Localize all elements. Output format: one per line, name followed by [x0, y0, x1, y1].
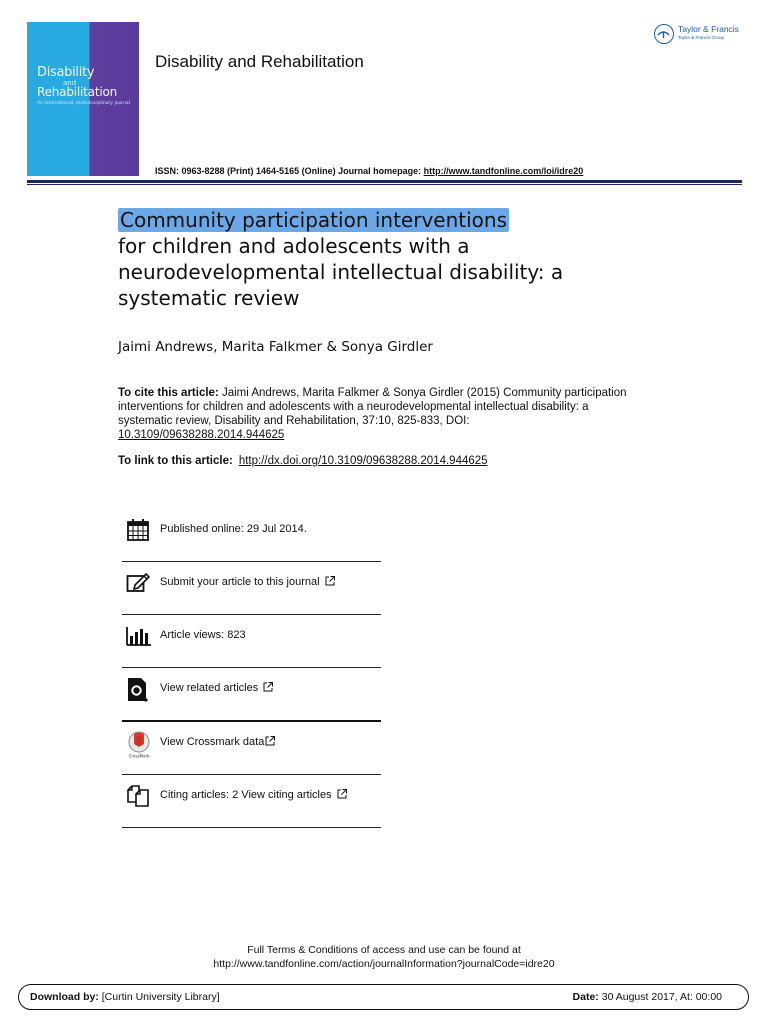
issn-text: ISSN: 0963-8288 (Print) 1464-5165 (Online) Journal homepage: — [155, 166, 424, 176]
external-link-icon — [265, 736, 275, 746]
download-info-bar — [18, 984, 749, 1010]
cover-subtitle: An international, multidisciplinary journal — [37, 101, 130, 106]
journal-name: Disability and Rehabilitation — [155, 52, 364, 71]
title-line-2: for children and adolescents with a — [118, 234, 470, 258]
info-related[interactable] — [122, 668, 381, 722]
article-link-line — [118, 455, 488, 467]
download-label: Download by: — [30, 991, 99, 1003]
header-rule-thin — [27, 184, 742, 185]
journal-homepage-link[interactable]: http://www.tandfonline.com/loi/idre20 — [423, 166, 584, 176]
date-value: 30 August 2017, At: 00:00 — [598, 991, 722, 1003]
external-link-icon — [325, 576, 335, 586]
cite-doi-link[interactable]: 10.3109/09638288.2014.944625 — [118, 429, 285, 441]
terms-url[interactable]: http://www.tandfonline.com/action/journalInformation?journalCode=idre20 — [213, 958, 555, 970]
terms-notice — [0, 943, 768, 971]
cite-label: To cite this article: — [118, 387, 219, 399]
publisher-logo-icon — [654, 24, 674, 44]
info-views — [122, 615, 381, 668]
submit-article-label: Submit your article to this journal — [160, 576, 320, 588]
info-crossmark[interactable] — [122, 722, 381, 775]
cover-title-line2: and — [63, 79, 77, 87]
title-highlighted-text: Community participation interventions — [120, 208, 508, 232]
submit-article-link[interactable] — [160, 576, 335, 588]
article-title — [118, 207, 678, 311]
link-label: To link to this article: — [118, 455, 233, 467]
publisher-name: Taylor & Francis — [678, 24, 739, 34]
info-submit[interactable] — [122, 562, 381, 615]
citing-articles-label: Citing articles: 2 View citing articles — [160, 789, 332, 801]
terms-line-1: Full Terms & Conditions of access and use can be found at — [247, 944, 521, 956]
title-line-3: neurodevelopmental intellectual disability: a — [118, 260, 564, 284]
external-link-icon — [263, 682, 273, 692]
publisher-logo[interactable] — [654, 22, 746, 48]
citation-block — [118, 386, 638, 442]
header-rule — [27, 180, 742, 183]
download-value: [Curtin University Library] — [98, 991, 220, 1003]
edit-icon — [126, 571, 152, 597]
citing-documents-icon — [126, 784, 152, 810]
article-authors: Jaimi Andrews, Marita Falkmer & Sonya Girdler — [118, 339, 433, 355]
download-by — [30, 991, 220, 1003]
article-views: Article views: 823 — [160, 629, 246, 641]
external-link-icon — [337, 789, 347, 799]
crossmark-label: View Crossmark data — [160, 736, 265, 748]
date-label: Date: — [572, 991, 599, 1003]
related-search-icon — [126, 677, 152, 703]
cover-title-line1: Disability — [37, 65, 95, 80]
title-line-4: systematic review — [118, 286, 300, 310]
related-articles-link[interactable] — [160, 682, 273, 694]
calendar-icon — [126, 518, 152, 544]
issn-line — [155, 166, 583, 176]
crossmark-link[interactable] — [160, 736, 275, 748]
publisher-group: Taylor & Francis Group — [678, 35, 725, 40]
journal-cover-image — [27, 22, 139, 176]
info-citing[interactable] — [122, 775, 381, 828]
info-published — [122, 509, 381, 562]
citing-articles-link[interactable] — [160, 789, 347, 801]
bar-chart-icon — [126, 624, 152, 650]
download-date — [573, 991, 722, 1003]
article-doi-link[interactable]: http://dx.doi.org/10.3109/09638288.2014.944625 — [238, 455, 488, 467]
cover-title-line3: Rehabilitation — [37, 85, 118, 99]
article-info-list — [122, 509, 381, 828]
crossmark-icon — [126, 731, 152, 757]
related-articles-label: View related articles — [160, 682, 259, 694]
crossmark-badge-text: CrossMark — [128, 753, 150, 759]
cite-text: Jaimi Andrews, Marita Falkmer & Sonya Girdler (2015) Community participation interventions for children and adolescents with a neurodevelopmental intellectual disability: a systematic review, Disability and Rehabilitation, 37:10, 825-833, DOI: — [118, 387, 627, 427]
published-date: Published online: 29 Jul 2014. — [160, 523, 307, 535]
